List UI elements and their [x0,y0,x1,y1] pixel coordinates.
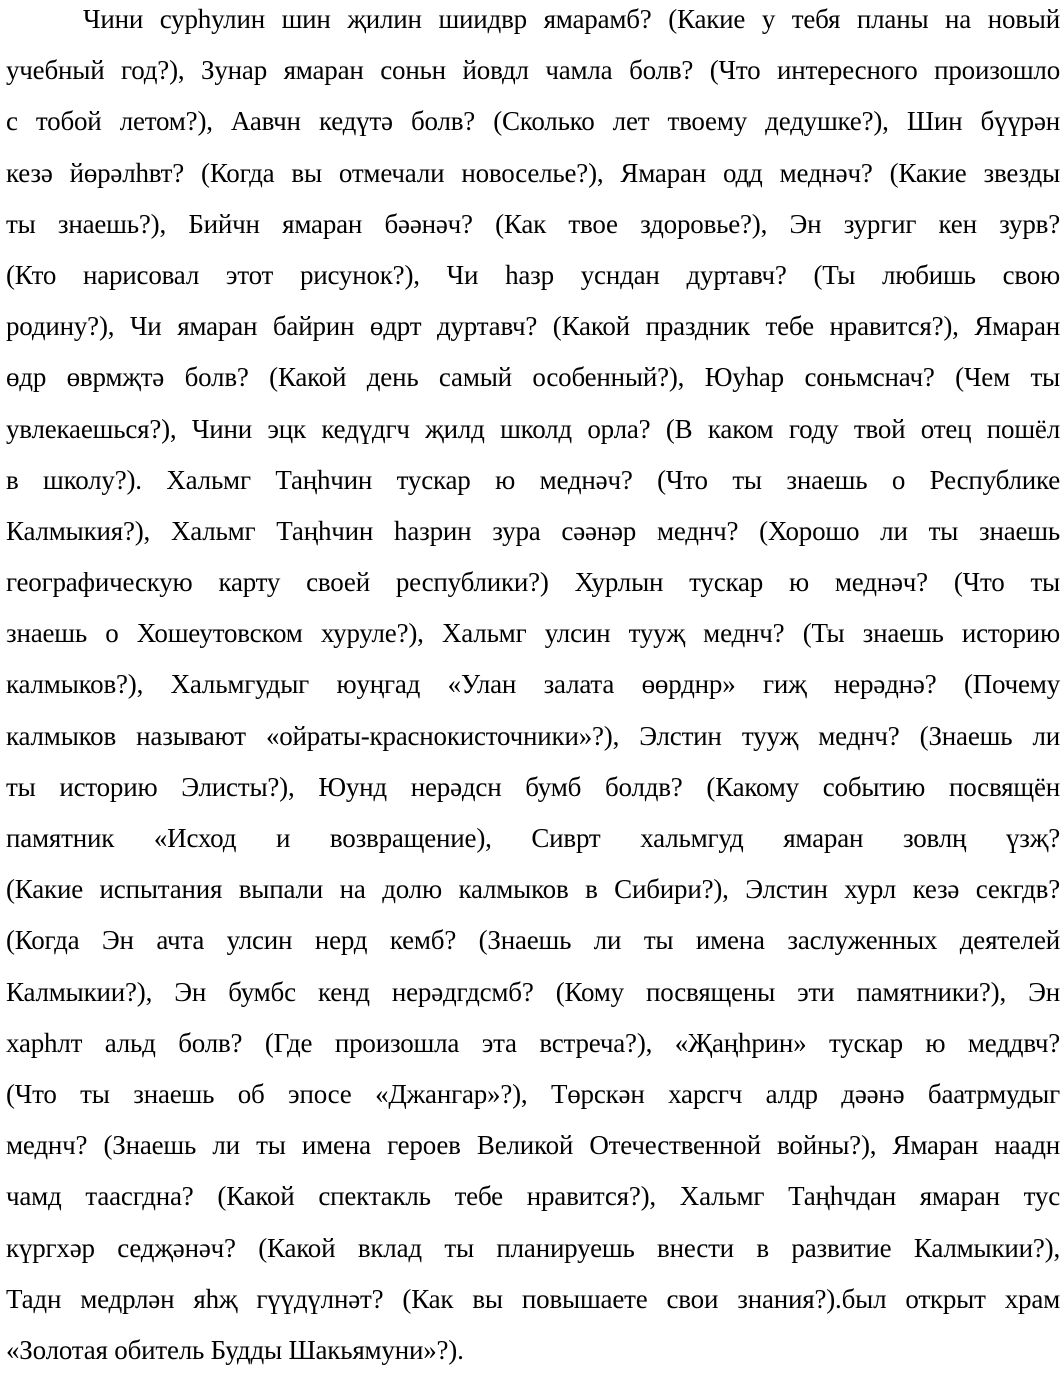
text-line: Калмыкии?), Эн бумбс кенд нерәдгдсмб? (Кому посвящены эти памятники?), Эн [6,976,1060,1007]
text-line: күргхәр седҗәнәч? (Какой вклад ты планируешь внести в развитие Калмыкии?), [6,1232,1060,1263]
text-line: кезә йөрәлһвт? (Когда вы отмечали новоселье?), Ямаран одд меднәч? (Какие звезды [6,157,1060,188]
text-line: харһлт альд болв? (Где произошла эта встреча?), «Җаңһрин» тускар ю меддвч? [6,1027,1060,1058]
text-line: увлекаешься?), Чини эцк кедүдгч җилд школд орла? (В каком году твой отец пошёл [6,413,1060,444]
text-line: «Золотая обитель Будды Шакьямуни»?). [6,1334,464,1365]
text-line: өдр өврмҗтә болв? (Какой день самый особенный?), Юуһар соньмснач? (Чем ты [6,362,1060,393]
text-line: знаешь о Хошеутовском хуруле?), Хальмг улсин тууҗ меднч? (Ты знаешь историю [6,618,1060,649]
text-line: с тобой летом?), Аавчн кедүтә болв? (Сколько лет твоему дедушке?), Шин бүүрән [6,106,1060,137]
text-line: Чини сурһулин шин җилин шиидвр ямарамб? (Какие у тебя планы на новый [83,4,1060,34]
text-line: родину?), Чи ямаран байрин өдрт дуртавч? (Какой праздник тебе нравится?), Ямаран [6,311,1060,342]
text-line: (Что ты знаешь об эпосе «Джангар»?), Төрскән харсгч алдр дәәнә баатрмудыг [6,1078,1060,1109]
text-line: в школу?). Хальмг Таңһчин тускар ю меднәч? (Что ты знаешь о Республике [6,464,1060,495]
text-line: (Какие испытания выпали на долю калмыков в Сибири?), Элстин хурл кезә секгдв? [6,874,1060,905]
text-line: географическую карту своей республики?) Хурлын тускар ю меднәч? (Что ты [6,567,1060,598]
text-line: памятник «Исход и возвращение), Сиврт хальмгуд ямаран зовлң үзҗ? [6,823,1060,853]
text-line: (Когда Эн ачта улсин нерд кемб? (Знаешь ли ты имена заслуженных деятелей [6,925,1060,956]
text-line: Тадн медрлән яһҗ гүүдүлнәт? (Как вы повышаете свои знания?).был открыт храм [6,1283,1060,1314]
text-line: ты историю Элисты?), Юунд нерәдсн бумб болдв? (Какому событию посвящён [6,771,1060,802]
document-body [6,0,1060,1382]
text-line: (Кто нарисовал этот рисунок?), Чи һазр усндан дуртавч? (Ты любишь свою [6,259,1060,290]
text-line: ты знаешь?), Бийчн ямаран бәәнәч? (Как твое здоровье?), Эн зургиг кен зурв? [6,208,1060,239]
text-line: меднч? (Знаешь ли ты имена героев Великой Отечественной войны?), Ямаран наадн [6,1130,1060,1161]
text-line: калмыков называют «ойраты-краснокисточники»?), Элстин тууҗ меднч? (Знаешь ли [6,720,1060,751]
text-line: Калмыкия?), Хальмг Таңһчин һазрин зура сәәнәр меднч? (Хорошо ли ты знаешь [6,515,1060,546]
text-line: калмыков?), Хальмгудыг юуңгад «Улан залата өөрднр» гиҗ нерәднә? (Почему [6,669,1060,700]
text-line: чамд таасгдна? (Какой спектакль тебе нравится?), Хальмг Таңһчдан ямаран тус [6,1181,1060,1212]
text-line: учебный год?), Зунар ямаран соньн йовдл чамла болв? (Что интересного произошло [6,55,1060,86]
